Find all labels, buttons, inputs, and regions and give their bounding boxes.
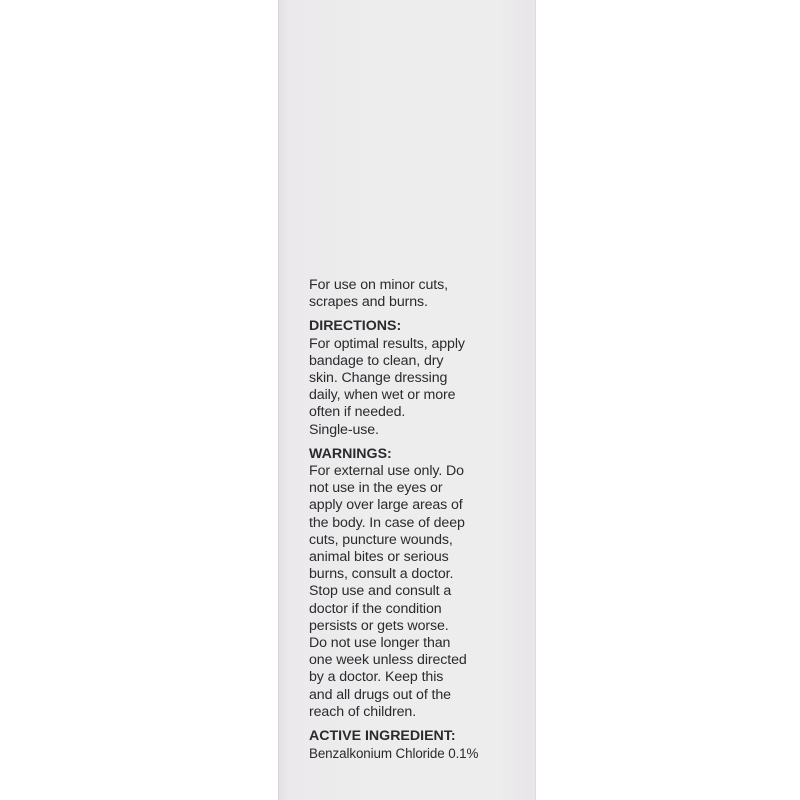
- label-text-block: [309, 277, 531, 769]
- directions-section: [309, 318, 531, 438]
- warnings-text: For external use only. Do not use in the eyes or apply over large areas of the body. In case of deep cuts, puncture wounds, animal bites or serious burns, consult a doctor. Stop use and consult a doctor if the condition persists or gets worse. Do not use longer than one week unless directed by a doctor. Keep this and all drugs out of the reach of children.: [309, 463, 467, 720]
- package-side-panel: [278, 0, 536, 800]
- directions-text: For optimal results, apply bandage to clean, dry skin. Change dressing daily, when wet or more often if needed. Single-use.: [309, 335, 465, 438]
- active-ingredient-heading: ACTIVE INGREDIENT:: [309, 728, 456, 745]
- directions-heading: DIRECTIONS:: [309, 318, 402, 335]
- usage-intro: For use on minor cuts, scrapes and burns.: [309, 277, 448, 311]
- warnings-section: [309, 446, 531, 721]
- warnings-heading: WARNINGS:: [309, 445, 392, 462]
- active-ingredient-text: Benzalkonium Chloride 0.1%: [309, 746, 479, 762]
- active-ingredient-section: [309, 728, 531, 762]
